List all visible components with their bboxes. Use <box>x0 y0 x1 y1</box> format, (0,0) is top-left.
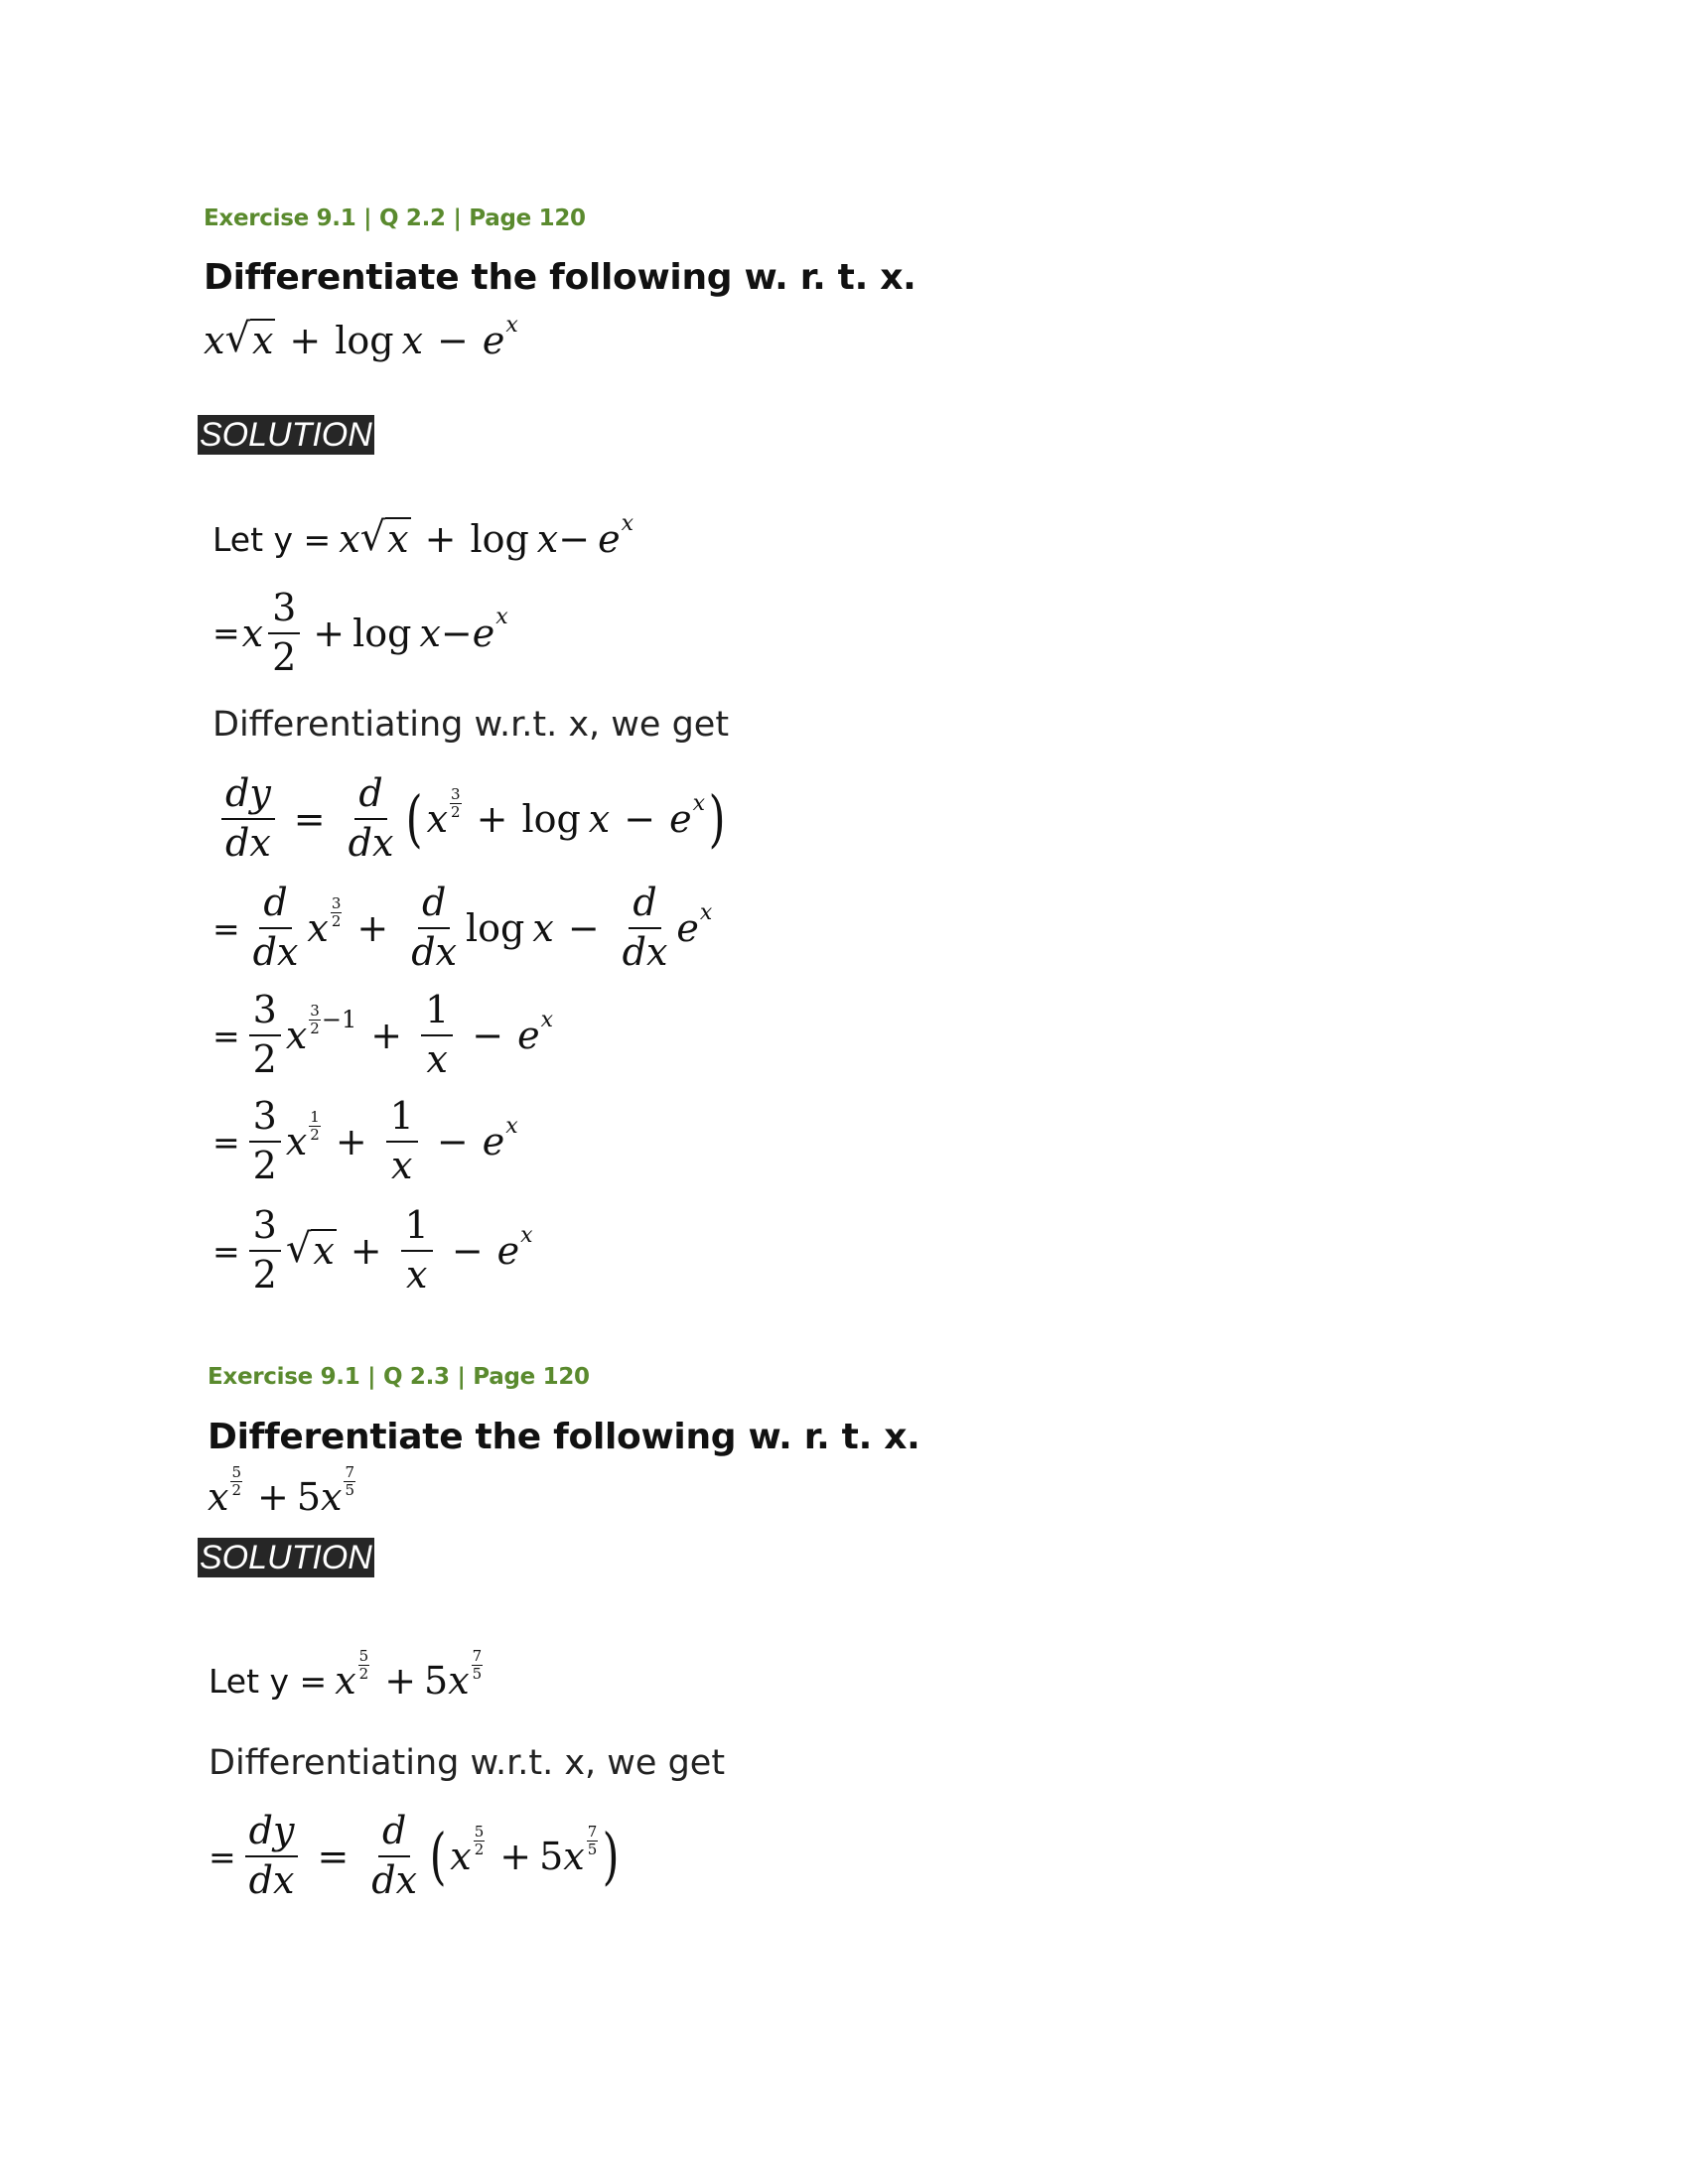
solution-step-1: Let y = x √ x + log x − e x <box>212 510 633 562</box>
question-title: Differentiate the following w. r. t. x. <box>208 1417 920 1457</box>
exercise-reference: Exercise 9.1 | Q 2.2 | Page 120 <box>204 205 586 231</box>
question-expression: x √ x + log x − e x <box>204 312 518 363</box>
solution-step-1: Let y = x 5 2 + 5 x 7 5 <box>209 1647 483 1703</box>
solution-badge: SOLUTION <box>200 416 372 454</box>
solution-prose: Differentiating w.r.t. x, we get <box>212 705 730 745</box>
derivative-step-4: = $\frac{3}{2}$ x 1 2 + $\frac{1}{x}$ − e x <box>212 1094 518 1187</box>
solution-prose: Differentiating w.r.t. x, we get <box>209 1743 726 1783</box>
derivative-step-1: $\frac{dy}{dx}$ = $\frac{d}{dx}$ ( x 3 2 + log x − e x ) <box>216 764 729 874</box>
solution-step-2: = x $\frac{3}{2}$ + log x − e x <box>212 585 508 679</box>
derivative-step-1: = $\frac{dy}{dx}$ = $\frac{d}{dx}$ ( x 5 2 + 5 x 7 5 ) <box>209 1809 620 1902</box>
derivative-step-2: = $\frac{d}{dx}$ x 3 2 + $\frac{d}{dx}$ log x − $\frac{d}{dx}$ e x <box>212 881 713 974</box>
derivative-step-3: = $\frac{3}{2}$ x 3 2 −1 + $\frac{1}{x}$ − e x <box>212 988 554 1081</box>
question-title: Differentiate the following w. r. t. x. <box>204 257 916 298</box>
exercise-reference: Exercise 9.1 | Q 2.3 | Page 120 <box>208 1364 590 1390</box>
derivative-step-5: = $\frac{3}{2}$ √ x + $\frac{1}{x}$ − e x <box>212 1203 533 1297</box>
solution-badge: SOLUTION <box>200 1539 372 1576</box>
question-expression: x 5 2 + 5 x 7 5 <box>208 1463 354 1519</box>
